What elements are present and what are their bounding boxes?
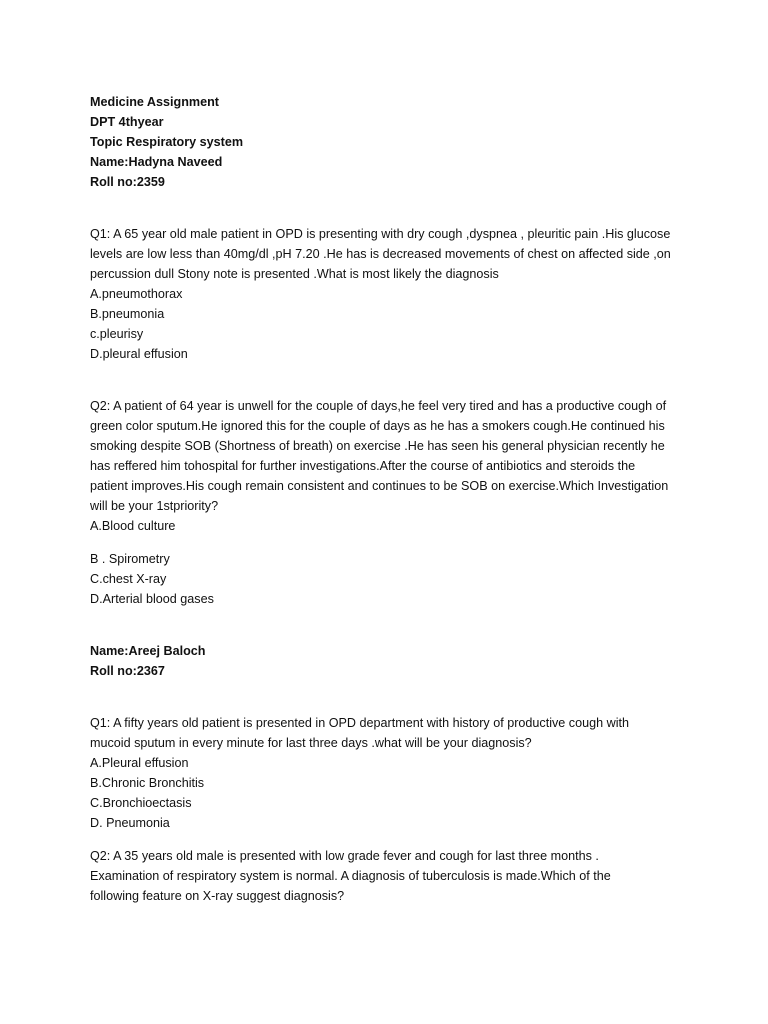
assignment-title: Medicine Assignment <box>90 95 219 109</box>
question-text-line: Q1: A 65 year old male patient in OPD is presenting with dry cough ,dyspnea , pleuritic pain .His glucose <box>90 227 671 241</box>
question-text-line: smoking despite SOB (Shortness of breath) on exercise .He has seen his general physician recently he <box>90 439 665 453</box>
answer-option: C.Bronchioectasis <box>90 796 192 810</box>
question-text-line: Examination of respiratory system is normal. A diagnosis of tuberculosis is made.Which of the <box>90 869 611 883</box>
question-text-line: patient improves.His cough remain consistent and continues to be SOB on exercise.Which Investigation <box>90 479 669 493</box>
student-name: Name:Hadyna Naveed <box>90 155 223 169</box>
answer-option: A.Blood culture <box>90 519 176 533</box>
question-block-areej-q2 <box>90 846 690 906</box>
question-text-line: levels are low less than 40mg/dl ,pH 7.20 .He has is decreased movements of chest on affected side ,on <box>90 247 671 261</box>
question-text-line: following feature on X-ray suggest diagnosis? <box>90 889 345 903</box>
question-text-line: Q2: A patient of 64 year is unwell for the couple of days,he feel very tired and has a productive cough of <box>90 399 667 413</box>
question-text-line: Q2: A 35 years old male is presented with low grade fever and cough for last three months . <box>90 849 599 863</box>
topic-line: Topic Respiratory system <box>90 135 244 149</box>
answer-option: D.pleural effusion <box>90 347 188 361</box>
student-name: Name:Areej Baloch <box>90 644 206 658</box>
answer-option: C.chest X-ray <box>90 572 167 586</box>
question-text-line: green color sputum.He ignored this for the couple of days as he has a smokers cough.He continued his <box>90 419 665 433</box>
assignment-header <box>90 92 690 192</box>
question-block-areej-q1 <box>90 713 690 833</box>
answer-option: D. Pneumonia <box>90 816 170 830</box>
question-text-line: mucoid sputum in every minute for last three days .what will be your diagnosis? <box>90 736 532 750</box>
document-content <box>90 92 690 906</box>
answer-option: B.pneumonia <box>90 307 165 321</box>
answer-option: B . Spirometry <box>90 552 170 566</box>
question-text-line: Q1: A fifty years old patient is presented in OPD department with history of productive cough with <box>90 716 630 730</box>
answer-option: A.pneumothorax <box>90 287 183 301</box>
question-text-line: will be your 1stpriority? <box>90 499 219 513</box>
student-header-areej <box>90 641 690 681</box>
answer-option: A.Pleural effusion <box>90 756 189 770</box>
roll-number: Roll no:2367 <box>90 664 165 678</box>
question-block-hadyna-q2 <box>90 396 690 609</box>
answer-option: B.Chronic Bronchitis <box>90 776 205 790</box>
answer-option: c.pleurisy <box>90 327 144 341</box>
question-text-line: percussion dull Stony note is presented .What is most likely the diagnosis <box>90 267 499 281</box>
answer-option: D.Arterial blood gases <box>90 592 214 606</box>
question-block-hadyna-q1 <box>90 224 690 364</box>
question-text-line: has reffered him tohospital for further investigations.After the course of antibiotics and steroids the <box>90 459 636 473</box>
program-year: DPT 4thyear <box>90 115 164 129</box>
roll-number: Roll no:2359 <box>90 175 165 189</box>
